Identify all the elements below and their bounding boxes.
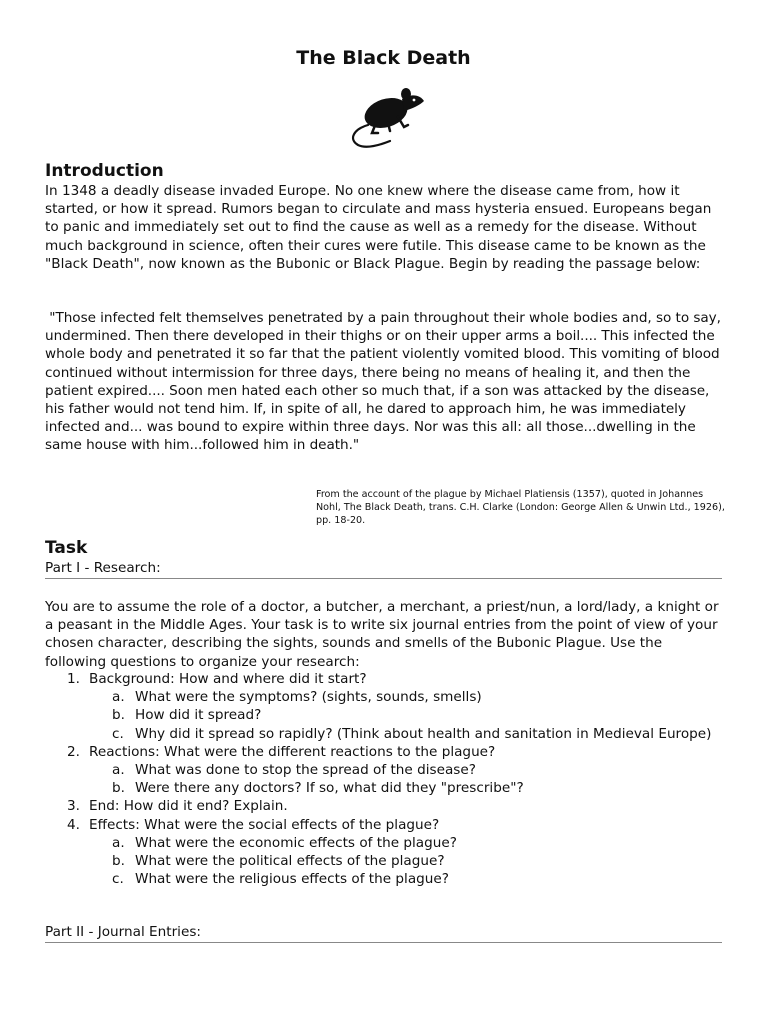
research-questions-list xyxy=(45,670,722,888)
list-item: a. What were the symptoms? (sights, sounds, smells) xyxy=(112,689,482,706)
part-one-label: Part I - Research: xyxy=(45,560,161,576)
plague-quote-text: "Those infected felt themselves penetrated by a pain throughout their whole bodies and, so to say, undermined. Then there developed in their thighs or on their upper arms a boil.... This infected the whole body and penetrated it so far that the patient violently vomited blood. This vomiting of blood continued without intermission for three days, there being no means of healing it, and then the patient expired.... Soon men hated each other so much that, if a son was attacked by the disease, his father would not tend him. If, in spite of all, he dared to approach him, he was immediately infected and... was bound to expire within three days. Nor was this all: all those...dwelling in the same house with him...followed him in death." xyxy=(45,310,721,454)
list-item: a. What was done to stop the spread of the disease? xyxy=(112,762,476,779)
task-heading: Task xyxy=(45,538,88,558)
page-title: The Black Death xyxy=(296,47,471,69)
introduction-heading: Introduction xyxy=(45,161,164,181)
list-item: 3. End: How did it end? Explain. xyxy=(67,798,288,815)
sub-question-list xyxy=(89,688,722,743)
rat-icon xyxy=(346,85,426,149)
list-item: 1. Background: How and where did it start? a. What were the symptoms? (sights, sounds, smells) b. How did it spread? c. Why did it spread so rapidly? (Think about health and sanitation in Medieval Europe) xyxy=(45,670,722,743)
quote-source-citation: From the account of the plague by Michael Platiensis (1357), quoted in Johannes Nohl, The Black Death, trans. C.H. Clarke (London: George Allen & Unwin Ltd., 1926), pp. 18-20. xyxy=(316,489,725,526)
list-item: b. How did it spread? xyxy=(112,707,262,724)
part-two-label: Part II - Journal Entries: xyxy=(45,924,201,940)
part-one-divider xyxy=(45,578,722,579)
list-item: a. What were the economic effects of the plague? xyxy=(112,834,457,851)
list-item: 4. Effects: What were the social effects of the plague? a. What were the economic effects of the plague? b. What were the political effects of the plague? c. What were the religious effects of the plague? xyxy=(45,816,722,889)
list-item: b. What were the political effects of the plague? xyxy=(112,853,445,870)
plague-quote xyxy=(45,309,722,455)
list-item: c. What were the religious effects of the plague? xyxy=(112,871,449,888)
sub-question-list xyxy=(89,761,722,797)
introduction-paragraph: In 1348 a deadly disease invaded Europe. No one knew where the disease came from, how it started, or how it spread. Rumors began to circulate and mass hysteria ensued. Europeans began to panic and immediately set out to find the cause as well as a remedy for the disease. Without much background in science, often their cures were futile. This disease came to be known as the "Black Death", now known as the Bubonic or Black Plague. Begin by reading the passage below: xyxy=(45,183,712,272)
sub-question-list xyxy=(89,834,722,889)
list-item: c. Why did it spread so rapidly? (Think about health and sanitation in Medieval Europe) xyxy=(112,725,712,742)
task-paragraph: You are to assume the role of a doctor, a butcher, a merchant, a priest/nun, a lord/lady, a knight or a peasant in the Middle Ages. Your task is to write six journal entries from the point of view of your chosen character, describing the sights, sounds and smells of the Bubonic Plague. Use the following questions to organize your research: xyxy=(45,599,719,670)
list-item: b. Were there any doctors? If so, what did they "prescribe"? xyxy=(112,780,524,797)
part-two-divider xyxy=(45,942,722,943)
list-item: 2. Reactions: What were the different reactions to the plague? a. What was done to stop the spread of the disease? b. Were there any doctors? If so, what did they "prescribe"? xyxy=(45,743,722,798)
